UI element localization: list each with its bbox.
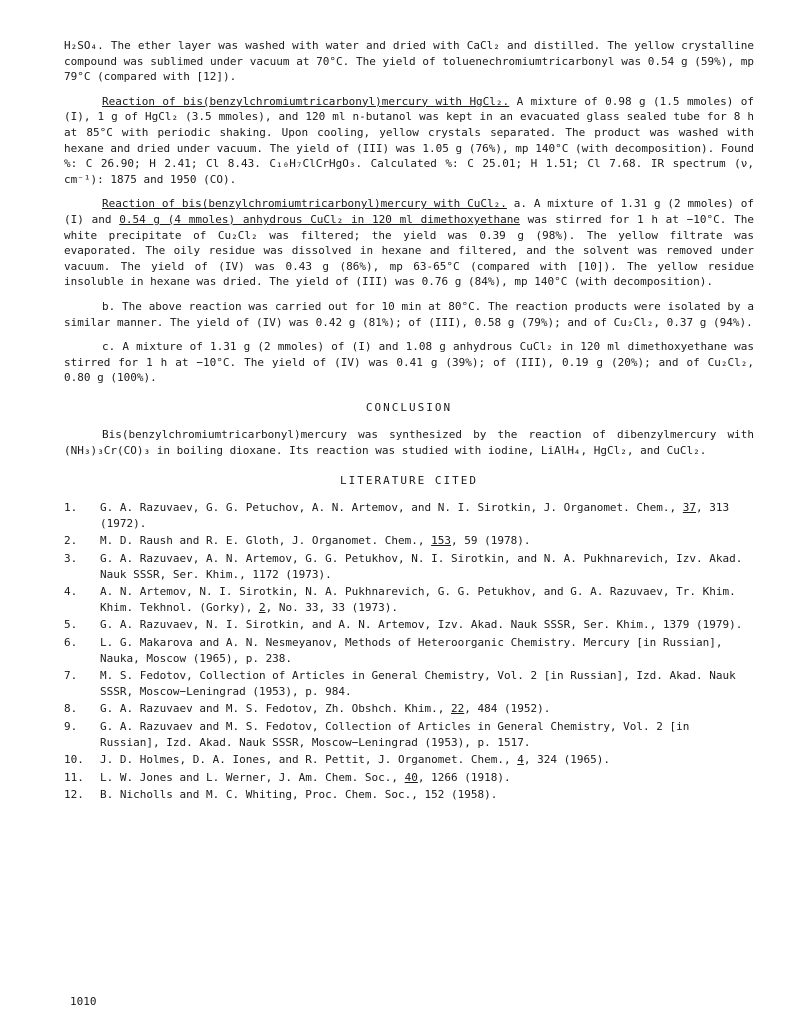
reference-text — [100, 701, 754, 717]
text-span: , 313 (1972). — [100, 501, 730, 530]
reference-item — [64, 533, 754, 549]
reference-number: 6. — [64, 636, 78, 649]
text-span: J. D. Holmes, D. A. Iones, and R. Pettit, J. Organomet. Chem., — [100, 753, 518, 767]
reference-number: 11. — [64, 770, 84, 784]
text-span: M. S. Fedotov, Collection of Articles in General Chemistry, Vol. 2 [in Russian], Izd. Akad. Nauk SSSR, Moscow−Leningrad (1953), p. 984. — [100, 669, 736, 698]
text-span: L. G. Makarova and A. N. Nesmeyanov, Methods of Heteroorganic Chemistry. Mercury [in Russian], Nauka, Moscow (1965), p. 238. — [100, 636, 723, 665]
underlined-text: 22 — [451, 702, 465, 716]
reference-item — [64, 719, 754, 750]
paper-page — [64, 38, 754, 805]
reference-item — [64, 617, 754, 633]
text-span: was stirred for 1 h at −10°C. The white precipitate of Cu₂Cl₂ was filtered; the yield was 0.39 g (98%). The yellow filtrate was evaporated. The oily residue was dissolved in hexane and filtered, and the solvent was removed under vacuum. The yield of (IV) was 0.43 g (86%), mp 63-65°C (compared with [10]). The yellow residue insoluble in hexane was dried. The yield of (III) was 0.76 g (84%), mp 140°C (with decomposition). — [64, 212, 754, 289]
reference-number: 7. — [64, 669, 78, 683]
reference-text — [100, 719, 754, 750]
underlined-text: 40 — [404, 770, 418, 784]
text-span: A mixture of 0.98 g (1.5 mmoles) of (I), 1 g of HgCl₂ (3.5 mmoles), and 120 ml n-butanol was kept in an evacuated glass sealed tube for 8 h at 85°C with periodic shaking. Upon cooling, yellow crystals separated. The product was washed with hexane and dried under vacuum. The yield of (III) was 1.05 g (76%), mp 140°C (with decomposition). Found %: C 26.90; H 2.41; Cl 8.43. C₁₀H₇ClCrHgO₃. Calculated %: C 25.01; H 1.51; Cl 7.68. IR spectrum (ν, cm⁻¹): 1875 and 1950 (CO). — [64, 94, 754, 186]
reference-number: 5. — [64, 618, 78, 632]
text-span: , 1266 (1918). — [417, 770, 511, 784]
reference-number: 12. — [64, 788, 84, 802]
literature-cited-heading: LITERATURE CITED — [340, 473, 478, 487]
reference-item — [64, 752, 754, 768]
reference-text — [100, 584, 754, 615]
conclusion-paragraph — [64, 427, 754, 458]
reference-item — [64, 500, 754, 531]
text-span: L. W. Jones and L. Werner, J. Am. Chem. Soc., — [100, 770, 405, 784]
reference-item — [64, 701, 754, 717]
reference-number: 9. — [64, 719, 78, 733]
reference-item — [64, 635, 754, 666]
reference-text — [100, 770, 754, 786]
paragraph — [64, 38, 754, 85]
reference-number: 10. — [64, 753, 84, 767]
underlined-text: 2 — [258, 600, 266, 614]
text-span: H₂SO₄. The ether layer was washed with water and dried with CaCl₂ and distilled. The yellow crystalline compound was sublimed under vacuum at 70°C. The yield of toluenechromiumtricarbonyl was 0.54 g (59%), mp 79°C (compared with [12]). — [64, 39, 754, 84]
underlined-text: 153 — [431, 534, 452, 548]
text-span: , 59 (1978). — [451, 534, 531, 548]
reference-number: 3. — [64, 552, 78, 566]
reference-list — [64, 500, 754, 803]
reference-item — [64, 770, 754, 786]
reference-text — [100, 787, 754, 803]
text-span: a. A mixture of 1.31 g (2 mmoles) of (I) and — [64, 197, 754, 226]
text-span: b. The above reaction was carried out for 10 min at 80°C. The reaction products were isolated by a similar manner. The yield of (IV) was 0.42 g (81%); of (III), 0.58 g (79%); and of Cu₂Cl₂, 0.37 g (94%). — [64, 299, 754, 329]
text-span: B. Nicholls and M. C. Whiting, Proc. Chem. Soc., 152 (1958). — [100, 788, 498, 802]
underlined-text: 37 — [682, 501, 697, 515]
page-number: 1010 — [70, 995, 97, 1008]
text-span: Bis(benzylchromiumtricarbonyl)mercury was synthesized by the reaction of dibenzylmercury with (NH₃)₃Cr(CO)₃ in boiling dioxane. Its reaction was studied with iodine, LiAlH₄, HgCl₂, and CuCl₂. — [64, 428, 754, 458]
reference-item — [64, 584, 754, 615]
text-span: , 484 (1952). — [464, 702, 551, 716]
text-span: G. A. Razuvaev, N. I. Sirotkin, and A. N. Artemov, Izv. Akad. Nauk SSSR, Ser. Khim., 1379 (1979). — [100, 618, 743, 632]
conclusion-heading: CONCLUSION — [365, 400, 453, 414]
text-span: , No. 33, 33 (1973). — [265, 600, 399, 614]
reference-number: 4. — [64, 585, 78, 599]
reference-text — [100, 500, 754, 531]
text-span: A. N. Artemov, N. I. Sirotkin, N. A. Pukhnarevich, G. G. Petukhov, and G. A. Razuvaev, Tr. Khim. Khim. Tekhnol. (Gorky), — [100, 585, 736, 614]
underlined-text: Reaction of bis(benzylchromiumtricarbonyl)mercury with HgCl₂. — [102, 94, 510, 108]
reference-item — [64, 787, 754, 803]
underlined-text: 4 — [517, 753, 524, 767]
reference-text — [100, 752, 754, 768]
text-span: G. A. Razuvaev, G. G. Petuchov, A. N. Artemov, and N. I. Sirotkin, J. Organomet. Chem., — [100, 501, 683, 515]
text-span: G. A. Razuvaev, A. N. Artemov, G. G. Petukhov, N. I. Sirotkin, and N. A. Pukhnarevich, Izv. Akad. Nauk SSSR, Ser. Khim., 1172 (1973). — [100, 552, 743, 581]
paragraph — [64, 299, 754, 330]
reference-text — [100, 617, 754, 633]
reference-item — [64, 668, 754, 699]
reference-text — [100, 533, 754, 549]
text-span: G. A. Razuvaev and M. S. Fedotov, Zh. Obshch. Khim., — [100, 702, 451, 716]
paragraph — [64, 94, 754, 188]
reference-text — [100, 551, 754, 582]
paragraph — [64, 339, 754, 386]
text-span: M. D. Raush and R. E. Gloth, J. Organomet. Chem., — [100, 534, 432, 548]
paragraph — [64, 196, 754, 290]
text-span: c. A mixture of 1.31 g (2 mmoles) of (I) and 1.08 g anhydrous CuCl₂ in 120 ml dimethoxyethane was stirred for 1 h at −10°C. The yield of (IV) was 0.41 g (39%); of (III), 0.19 g (20%); and of Cu₂Cl₂, 0.80 g (100%). — [64, 340, 754, 385]
reference-number: 2. — [64, 534, 78, 548]
body-text — [64, 38, 754, 386]
underlined-text: 0.54 g (4 mmoles) anhydrous CuCl₂ in 120 ml dimethoxyethane — [119, 212, 520, 226]
reference-text — [100, 668, 754, 699]
text-span: , 324 (1965). — [523, 753, 610, 767]
underlined-text: Reaction of bis(benzylchromiumtricarbonyl)mercury with CuCl₂. — [102, 197, 507, 211]
text-span: G. A. Razuvaev and M. S. Fedotov, Collection of Articles in General Chemistry, Vol. 2 [in Russian], Izd. Akad. Nauk SSSR, Moscow−Leningrad (1953), p. 1517. — [100, 719, 690, 749]
reference-item — [64, 551, 754, 582]
reference-number: 1. — [64, 501, 78, 515]
reference-number: 8. — [64, 702, 78, 716]
conclusion-text — [64, 427, 754, 458]
reference-text — [100, 635, 754, 666]
